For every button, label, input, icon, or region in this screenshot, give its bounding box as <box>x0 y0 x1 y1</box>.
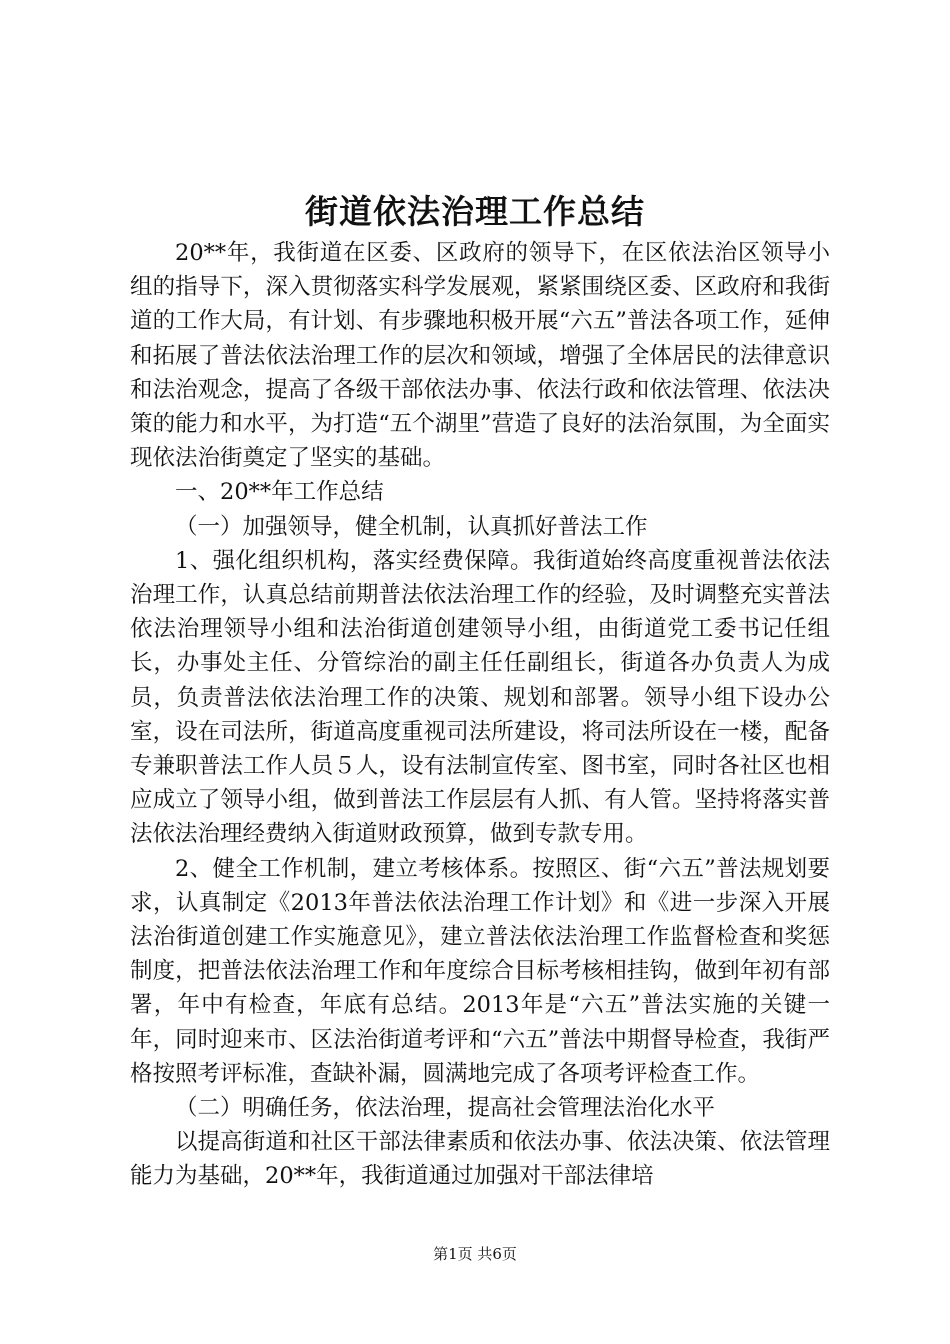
document-title: 街道依法治理工作总结 <box>305 192 645 231</box>
intro-paragraph: 20**年，我街道在区委、区政府的领导下，在区依法治区领导小组的指导下，深入贯彻落实科学发展观，紧紧围绕区委、区政府和我街道的工作大局，有计划、有步骤地积极开展“六五”普法各项工作，延伸和拓展了普法依法治理工作的层次和领域，增强了全体居民的法律意识和法治观念，提高了各级干部依法办事、依法行政和依法管理、依法决策的能力和水平，为打造“五个湖里”营造了良好的法治氛围，为全面实现依法治街奠定了坚实的基础。 <box>130 240 830 472</box>
body-paragraph: 1、强化组织机构，落实经费保障。我街道始终高度重视普法依法治理工作，认真总结前期普法依法治理工作的经验，及时调整充实普法依法治理领导小组和法治街道创建领导小组，由街道党工委书记任组长，办事处主任、分管综治的副主任任副组长，街道各办负责人为成员，负责普法依法治理工作的决策、规划和部署。领导小组下设办公室，设在司法所，街道高度重视司法所建设，将司法所设在一楼，配备专兼职普法工作人员５人，设有法制宣传室、图书室，同时各社区也相应成立了领导小组，做到普法工作层层有人抓、有人管。坚持将落实普法依法治理经费纳入街道财政预算，做到专款专用。 <box>130 547 830 848</box>
section-heading: 一、20**年工作总结 <box>175 479 384 506</box>
body-paragraph: 2、健全工作机制，建立考核体系。按照区、街“六五”普法规划要求，认真制定《2013年普法依法治理工作计划》和《进一步深入开展法治街道创建工作实施意见》，建立普法依法治理工作监督检查和奖惩制度，把普法依法治理工作和年度综合目标考核相挂钩，做到年初有部署，年中有检查，年底有总结。2013年是“六五”普法实施的关键一年，同时迎来市、区法治街道考评和“六五”普法中期督导检查，我街严格按照考评标准，查缺补漏，圆满地完成了各项考评检查工作。 <box>130 855 830 1087</box>
body-paragraph: 以提高街道和社区干部法律素质和依法办事、依法决策、依法管理能力为基础，20**年，我街道通过加强对干部法律培 <box>130 1129 830 1190</box>
subsection-heading: （二）明确任务，依法治理，提高社会管理法治化水平 <box>175 1095 716 1122</box>
page-number: 第1页 共6页 <box>433 1245 517 1263</box>
page-footer <box>0 1243 950 1264</box>
document-body <box>130 236 830 1194</box>
subsection-heading: （一）加强领导，健全机制，认真抓好普法工作 <box>175 513 648 540</box>
